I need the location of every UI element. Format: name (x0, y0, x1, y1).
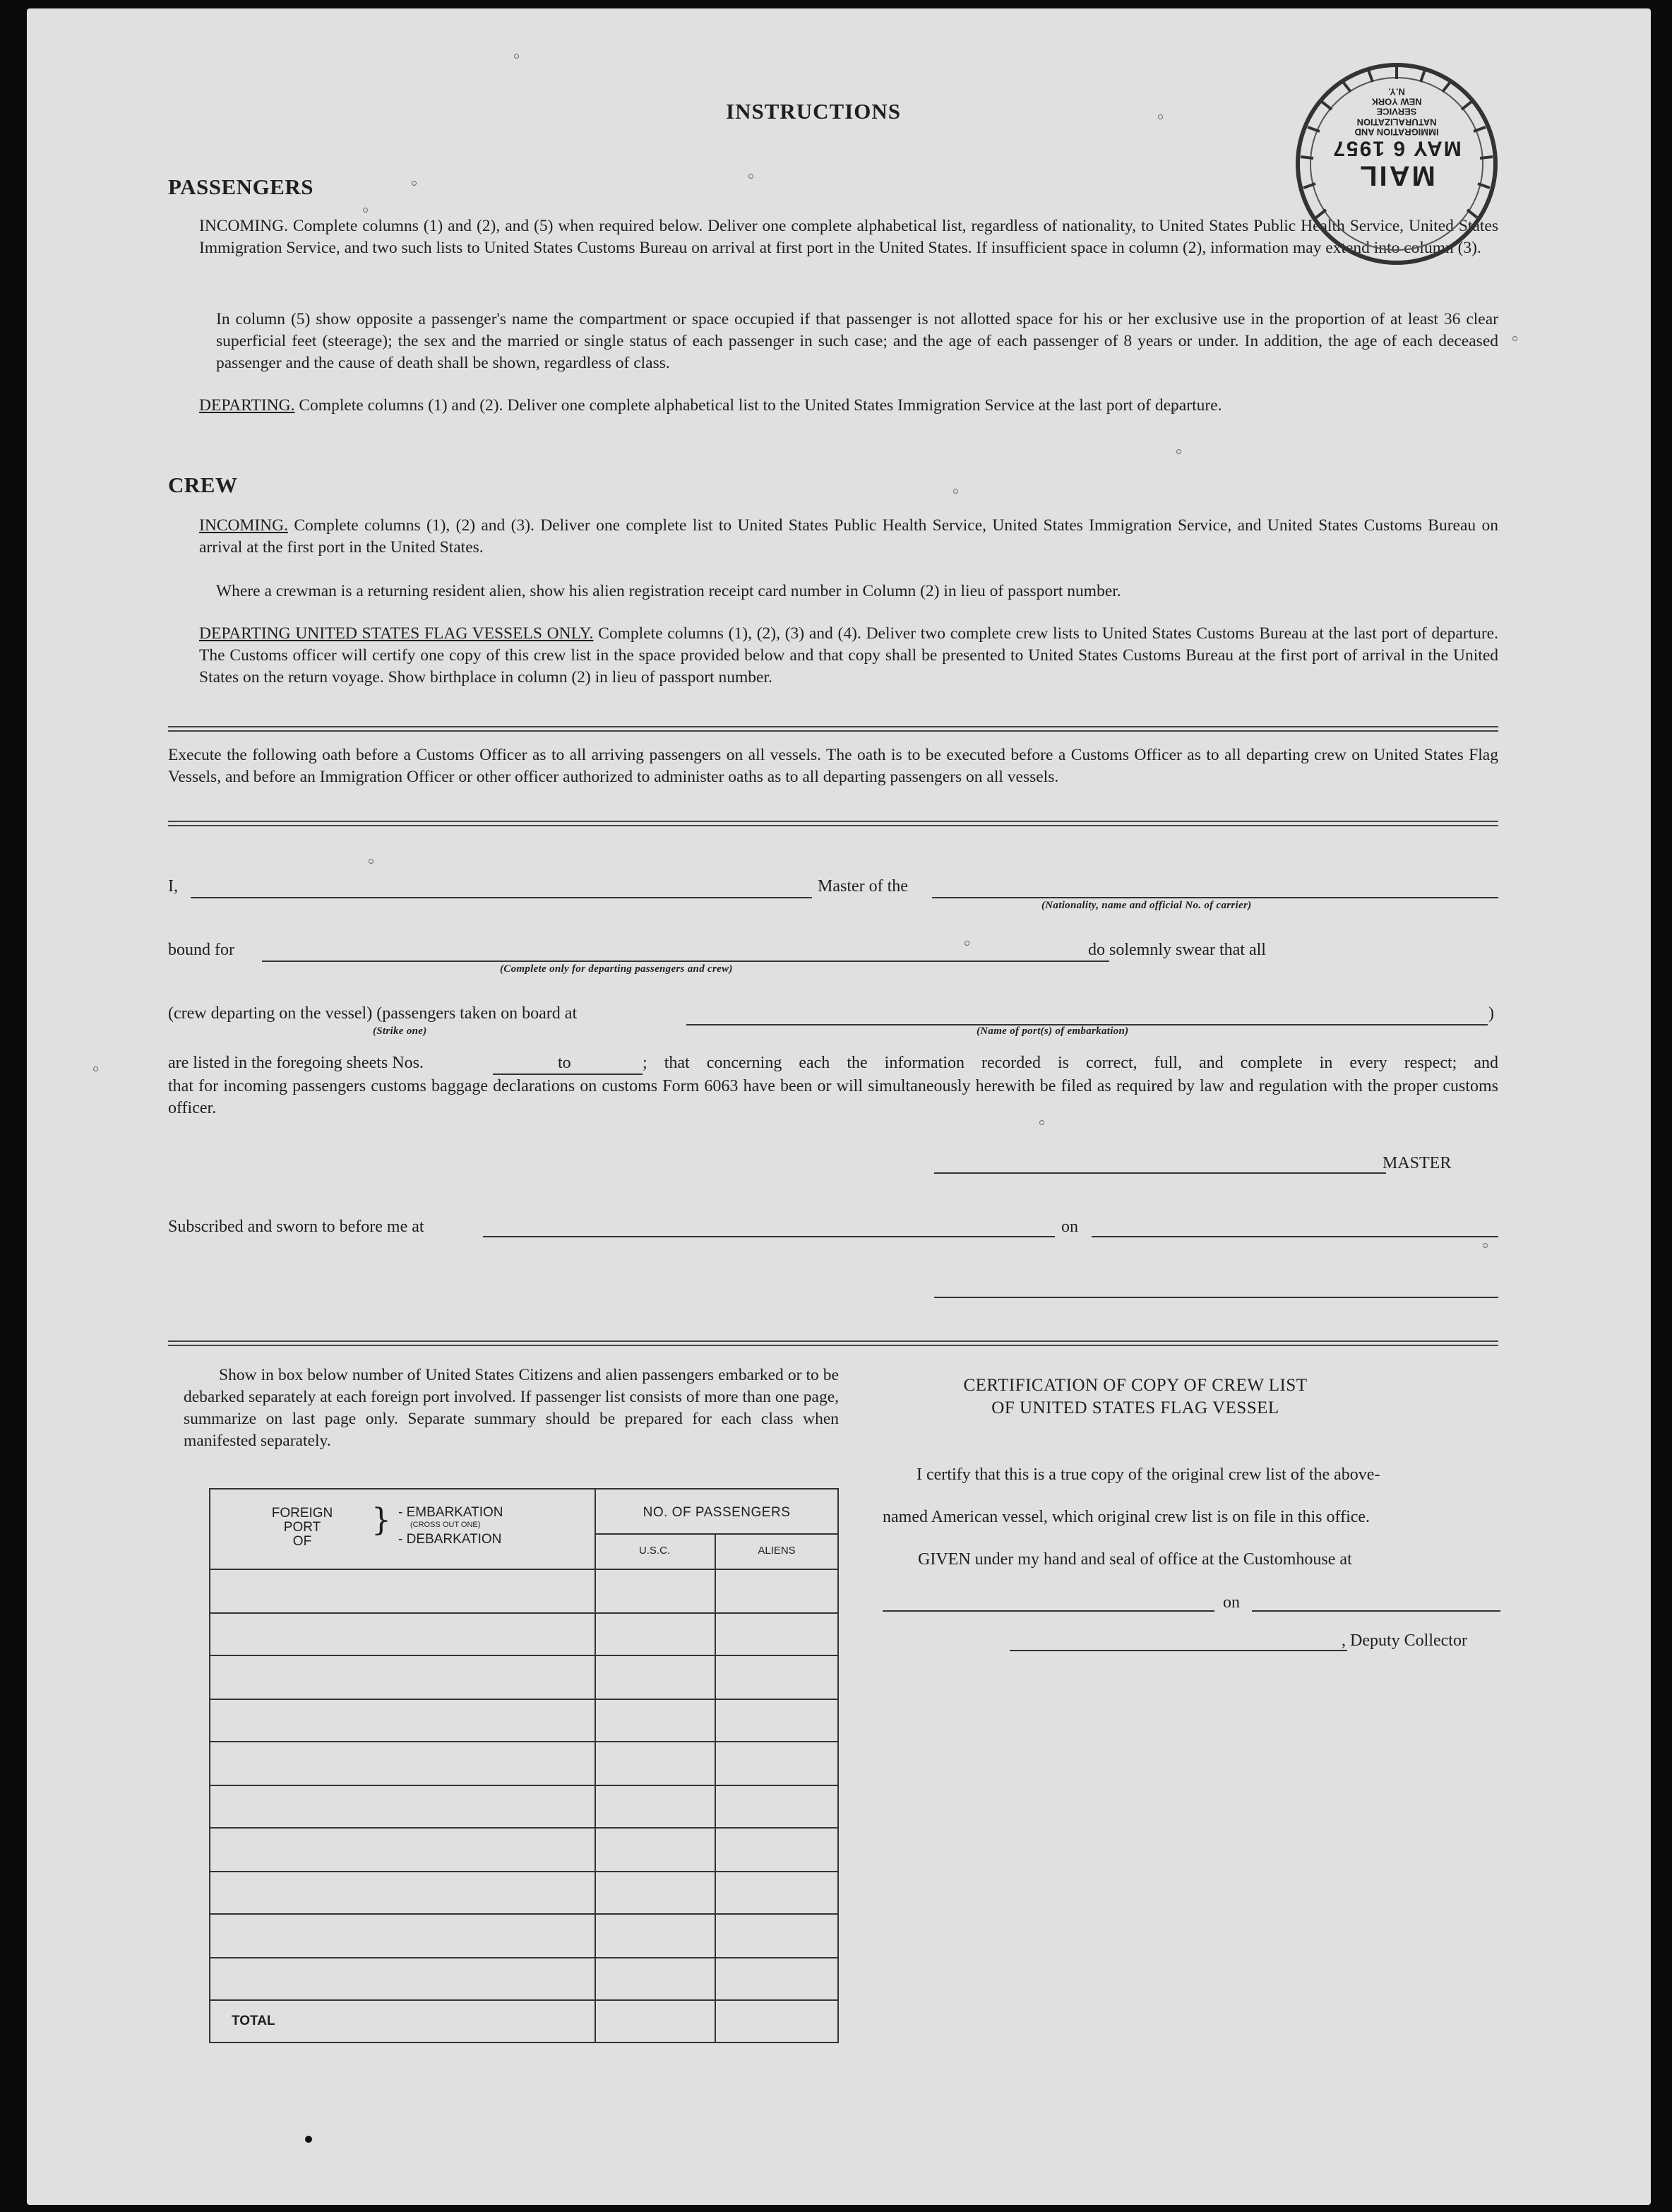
crew-departing-lead: DEPARTING UNITED STATES FLAG VESSELS ONLY. (199, 624, 594, 643)
listed-label-c: that for incoming passengers customs baggage declarations on customs Form 6063 have been or will simultaneously herewith be filed as required by law and regulation with the proper customs officer. (168, 1077, 1498, 1117)
master-label: MASTER (1383, 1154, 1452, 1172)
stamp-text-block (1291, 86, 1503, 191)
passengers-departing-paragraph (199, 395, 1498, 417)
swear-label: do solemnly swear that all (1088, 941, 1266, 959)
section-divider (168, 1340, 1498, 1346)
certification-line-1: I certify that this is a true copy of the original crew list of the above- (916, 1465, 1380, 1484)
stamp-mail: MAIL (1358, 160, 1435, 191)
foreign-port-header (253, 1506, 352, 1549)
stamp-city: NEW YORK (1371, 96, 1422, 107)
subscribed-label: Subscribed and sworn to before me at (168, 1218, 424, 1236)
close-paren: ) (1488, 1004, 1494, 1023)
crew-incoming-text: Complete columns (1), (2) and (3). Deliver one complete list to United States Public Health Service, United States Immigration Service, and United States Customs Bureau on arrival at the first port in the United States. (199, 516, 1498, 557)
speck-icon (748, 174, 753, 179)
passengers-incoming-lead: INCOMING. (199, 217, 288, 235)
listed-label-a: are listed in the foregoing sheets Nos. (168, 1054, 424, 1072)
form-page (27, 8, 1651, 2205)
carrier-caption: (Nationality, name and official No. of carrier) (1041, 900, 1252, 911)
speck-icon (363, 208, 368, 213)
debarkation-header: - DEBARKATION (398, 1532, 502, 1547)
stamp-agency-2: NATURALIZATION (1356, 117, 1437, 128)
page-title: INSTRUCTIONS (726, 99, 902, 124)
crew-departing-paragraph (199, 623, 1498, 689)
speck-icon (1171, 408, 1176, 412)
certification-line-3: GIVEN under my hand and seal of office at the Customhouse at (918, 1550, 1352, 1569)
sheet-to-field[interactable] (578, 1074, 643, 1075)
foreign-header-line: PORT (283, 1520, 321, 1535)
speck-icon (412, 181, 417, 186)
speck-icon (369, 859, 374, 864)
master-signature-field[interactable] (934, 1172, 1386, 1174)
officer-signature-field[interactable] (934, 1297, 1498, 1298)
speck-icon (93, 1066, 98, 1071)
stamp-date: MAY 6 1957 (1332, 136, 1462, 160)
passengers-column5-paragraph: In column (5) show opposite a passenger's name the compartment or space occupied if that passenger is not allotted space for his or her exclusive use in the proportion of at least 36 clear superficial feet (steerage); the sex and the married or single status of each passenger in such case; and the age of each passenger of 8 years or under. In addition, the age of each deceased passenger and the cause of death shall be shown, regardless of class. (216, 310, 1498, 372)
embarkation-header: - EMBARKATION (398, 1505, 503, 1520)
foreign-header-line: FOREIGN (271, 1506, 333, 1521)
port-caption: (Name of port(s) of embarkation) (977, 1025, 1129, 1037)
summary-instruction: Show in box below number of United States Citizens and alien passengers embarked or to be debarked separately at each foreign port involved. If passenger list consists of more than one page, summarize on last page only. Separate summary should be prepared for each class when manifested separately. (184, 1366, 839, 1450)
listed-to-label: to (558, 1054, 571, 1072)
crew-incoming-lead: INCOMING. (199, 516, 288, 535)
passengers-departing-lead: DEPARTING. (199, 396, 295, 415)
oath-i-label: I, (168, 877, 178, 896)
subscribed-date-field[interactable] (1092, 1236, 1498, 1237)
certification-heading-1: CERTIFICATION OF COPY OF CREW LIST (963, 1376, 1308, 1395)
deputy-collector-label: , Deputy Collector (1342, 1631, 1467, 1650)
bound-for-field[interactable] (262, 961, 1109, 962)
certification-line-2: named American vessel, which original crew list is on file in this office. (883, 1508, 1371, 1526)
crew-incoming-paragraph (199, 515, 1498, 559)
sheet-from-field[interactable] (493, 1074, 578, 1075)
oath-instruction: Execute the following oath before a Customs Officer as to all arriving passengers on all vessels. The oath is to be executed before a Customs Officer as to all departing crew on United States Flag Vessels, and before an Immigration Officer or other officer authorized to administer oaths as to all departing passengers on all vessels. (168, 746, 1498, 786)
speck-icon (1039, 1120, 1044, 1125)
stamp-agency-3: SERVICE (1376, 106, 1417, 117)
master-of-label: Master of the (818, 877, 908, 896)
listed-label-b: ; that concerning each the information recorded is correct, full, and complete in every respect; and (643, 1054, 1498, 1072)
foreign-header-line: OF (292, 1534, 312, 1549)
passengers-departing-text: Complete columns (1) and (2). Deliver one complete alphabetical list to the United States Immigration Service at the last port of departure. (294, 396, 1222, 415)
speck-icon (965, 941, 969, 946)
certification-heading-2: OF UNITED STATES FLAG VESSEL (991, 1398, 1279, 1417)
passenger-summary-table (209, 1488, 839, 2043)
deputy-signature-field[interactable] (1010, 1650, 1347, 1651)
aliens-header: ALIENS (758, 1545, 796, 1557)
passengers-incoming-text: Complete columns (1) and (2), and (5) when required below. Deliver one complete alphabetical list, regardless of nationality, to United States Public Health Service, United States Immigration Service, and two such lists to United States Customs Bureau on arrival at first port in the United States. If insufficient space in column (2), information may extend into column (3). (199, 217, 1498, 257)
stamp-state: N.Y. (1388, 86, 1405, 97)
bound-for-caption: (Complete only for departing passengers and crew) (500, 963, 733, 975)
speck-icon (514, 54, 519, 59)
crew-departing-label: (crew departing on the vessel) (passengers taken on board at (168, 1004, 578, 1023)
speck-icon (953, 489, 958, 494)
speck-icon (1512, 336, 1517, 341)
speck-icon (1158, 114, 1163, 119)
certification-date-field[interactable] (1252, 1610, 1500, 1612)
section-divider (168, 821, 1498, 826)
total-label: TOTAL (232, 2014, 275, 2028)
subscribed-on-label: on (1061, 1218, 1078, 1236)
strike-caption: (Strike one) (373, 1025, 427, 1037)
speck-icon (1483, 1243, 1488, 1248)
cross-out-header: (CROSS OUT ONE) (410, 1521, 481, 1529)
passengers-heading: PASSENGERS (168, 174, 314, 199)
master-name-field[interactable] (191, 897, 812, 898)
usc-header: U.S.C. (638, 1545, 671, 1557)
crew-departing-text: Complete columns (1), (2), (3) and (4). Deliver two complete crew lists to United States Customs Bureau at the last port of departure. The Customs officer will certify one copy of this crew list in the space provided below and that copy shall be presented to United States Customs Bureau at the first port of arrival in the United States on the return voyage. Show birthplace in column (2) in lieu of passport number. (199, 624, 1498, 686)
brace-icon: } (371, 1502, 391, 1538)
certification-on-label: on (1223, 1593, 1240, 1612)
customhouse-field[interactable] (883, 1610, 1214, 1612)
speck-icon (1176, 449, 1181, 454)
bound-for-label: bound for (168, 941, 234, 959)
ink-dot-icon (305, 2136, 312, 2143)
passengers-header: NO. OF PASSENGERS (643, 1505, 791, 1520)
carrier-field[interactable] (932, 897, 1498, 898)
stamp-agency-1: IMMIGRATION AND (1354, 126, 1439, 138)
section-divider (168, 726, 1498, 732)
crew-heading: CREW (168, 472, 238, 497)
crew-resident-paragraph: Where a crewman is a returning resident alien, show his alien registration receipt card number in Column (2) in lieu of passport number. (216, 582, 1121, 600)
postal-stamp (1291, 58, 1503, 270)
subscribed-place-field[interactable] (483, 1236, 1055, 1237)
